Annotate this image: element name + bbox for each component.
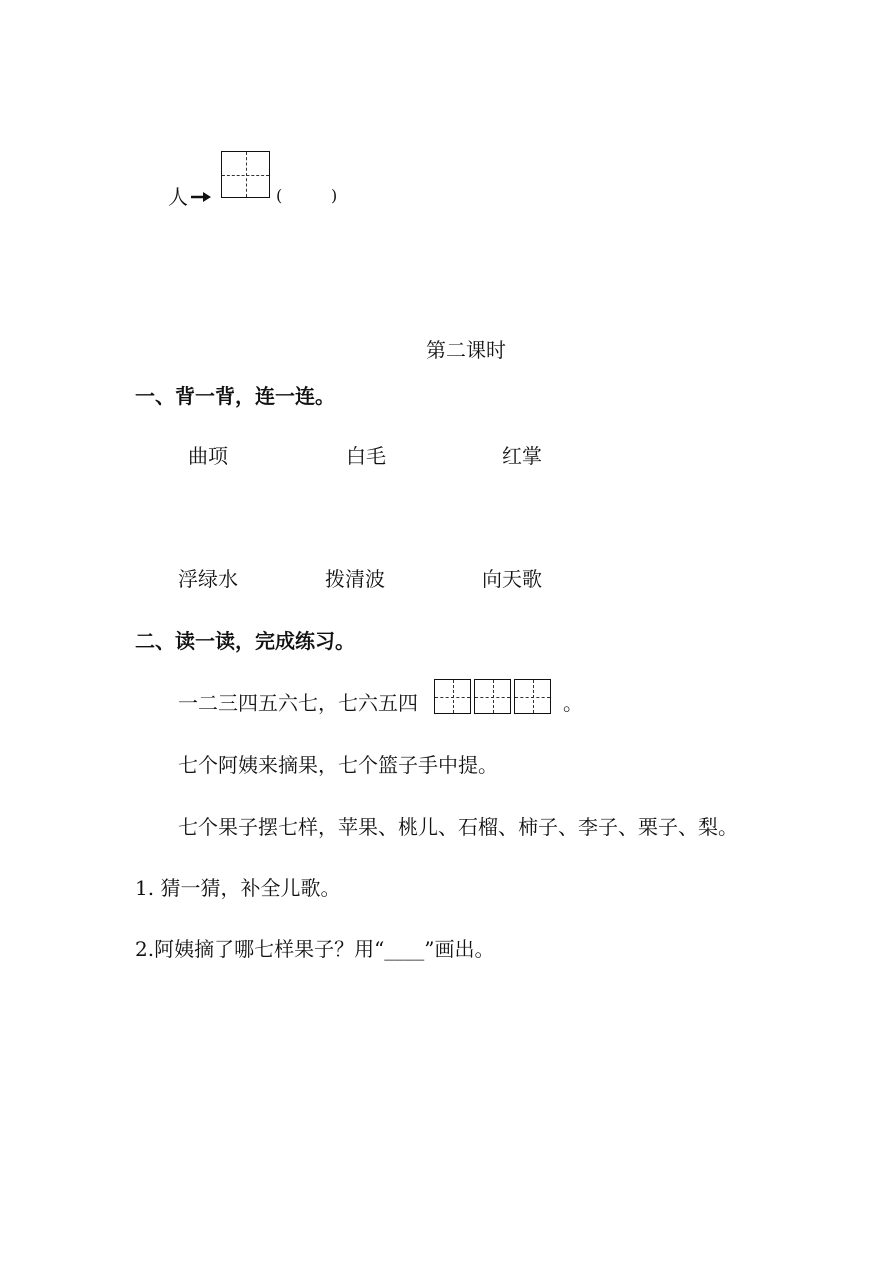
section2-heading: 二、读一读，完成练习。 [135, 629, 355, 653]
question-1: 1. 猜一猜，补全儿歌。 [135, 876, 341, 900]
match-item-top-1[interactable]: 曲项 [188, 444, 228, 468]
poem-line-1-end: 。 [563, 691, 583, 715]
lesson-title: 第二课时 [426, 338, 506, 362]
poem-line-1: 一二三四五六七，七六五四 [178, 691, 418, 715]
match-item-bottom-1[interactable]: 浮绿水 [178, 567, 238, 591]
match-item-top-3[interactable]: 红掌 [502, 444, 542, 468]
writing-grid-box-3[interactable] [514, 679, 551, 714]
writing-grid-box-1[interactable] [434, 679, 471, 714]
top-char: 人 [168, 185, 188, 209]
arrow-right-icon [190, 190, 212, 204]
paren-open: ( [276, 186, 283, 205]
match-item-bottom-3[interactable]: 向天歌 [482, 567, 542, 591]
writing-grid-box-2[interactable] [474, 679, 511, 714]
paren-close: ) [331, 186, 338, 205]
poem-line-3: 七个果子摆七样，苹果、桃儿、石榴、柿子、李子、栗子、梨。 [178, 815, 738, 839]
section1-heading: 一、背一背，连一连。 [135, 384, 335, 408]
writing-grid-box[interactable] [221, 151, 270, 198]
match-item-bottom-2[interactable]: 拨清波 [325, 567, 385, 591]
match-item-top-2[interactable]: 白毛 [346, 444, 386, 468]
poem-line-2: 七个阿姨来摘果，七个篮子手中提。 [178, 753, 498, 777]
question-2: 2.阿姨摘了哪七样果子？用“____”画出。 [135, 937, 495, 961]
